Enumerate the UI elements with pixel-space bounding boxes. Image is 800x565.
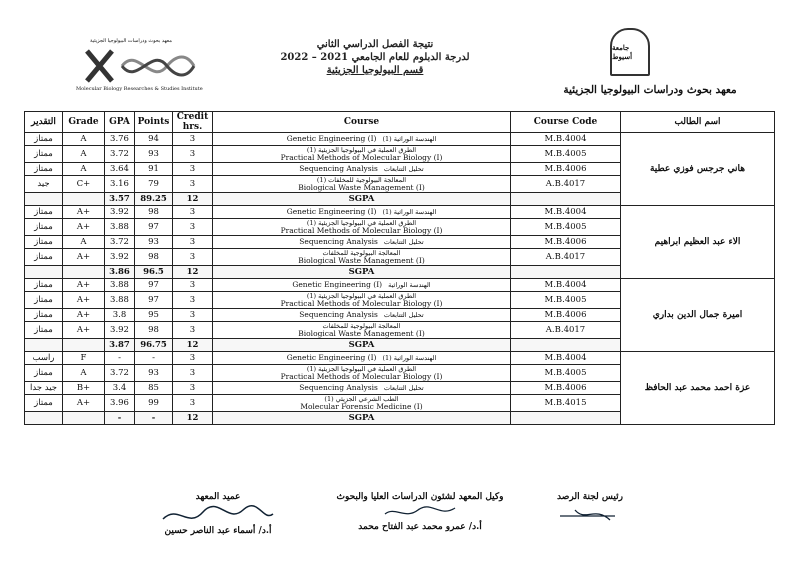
cell-points: 99 xyxy=(135,395,173,412)
cell-points: 93 xyxy=(135,236,173,249)
cell-grade: A+ xyxy=(63,322,105,339)
signature-title: رئيس لجنة الرصد xyxy=(557,492,623,502)
cell-grade-ar: ممتاز xyxy=(25,133,63,146)
sgpa-gpa: 3.87 xyxy=(105,339,135,352)
cell-code: M.B.4005 xyxy=(511,292,621,309)
course-english: Genetic Engineering (I) xyxy=(292,280,383,289)
cell-grade: A+ xyxy=(63,219,105,236)
logo-english-caption: Molecular Biology Researches & Studies Institute xyxy=(76,86,203,92)
signature-committee xyxy=(540,492,640,524)
cell-points: 98 xyxy=(135,206,173,219)
cell-credit: 3 xyxy=(173,365,213,382)
sgpa-label: SGPA xyxy=(213,412,511,425)
cell-course xyxy=(213,249,511,266)
course-arabic: الطرق العملية في البيولوجيا الجزيئية (1) xyxy=(306,292,417,300)
logo-arabic-caption: معهد بحوث ودراسات البيولوجيا الجزيئية xyxy=(90,38,172,44)
cell-grade: A+ xyxy=(63,249,105,266)
cell-gpa: 3.16 xyxy=(105,176,135,193)
cell-points: 79 xyxy=(135,176,173,193)
cell-course xyxy=(213,352,511,365)
cell-student-name: هاني جرجس فوزي عطية xyxy=(621,133,775,206)
cell-course xyxy=(213,176,511,193)
cell-code: A.B.4017 xyxy=(511,322,621,339)
cell-credit: 3 xyxy=(173,146,213,163)
title-line-2: لدرجة الدبلوم للعام الجامعي 2021 – 2022 xyxy=(280,52,470,63)
cell-grade: A+ xyxy=(63,309,105,322)
cell-grade: A+ xyxy=(63,395,105,412)
col-student: اسم الطالب xyxy=(621,112,775,133)
cell-course xyxy=(213,365,511,382)
cell-credit: 3 xyxy=(173,206,213,219)
sgpa-gpa: 3.57 xyxy=(105,193,135,206)
sgpa-gpa: - xyxy=(105,412,135,425)
course-english: Practical Methods of Molecular Biology (I) xyxy=(280,299,443,308)
cell-course xyxy=(213,292,511,309)
sgpa-credit: 12 xyxy=(173,193,213,206)
col-course: Course xyxy=(213,112,511,133)
cell-code: M.B.4005 xyxy=(511,146,621,163)
col-points: Points xyxy=(135,112,173,133)
cell-course xyxy=(213,322,511,339)
course-english: Sequencing Analysis xyxy=(299,164,378,173)
col-gpa: GPA xyxy=(105,112,135,133)
cell-credit: 3 xyxy=(173,219,213,236)
course-english: Biological Waste Management (I) xyxy=(298,256,425,265)
sgpa-empty xyxy=(63,339,105,352)
cell-grade: A+ xyxy=(63,206,105,219)
cell-grade: A xyxy=(63,133,105,146)
cell-code: M.B.4004 xyxy=(511,279,621,292)
course-arabic: الهندسة الوراثية xyxy=(388,281,431,289)
handwritten-signature-icon xyxy=(158,504,278,526)
course-english: Genetic Engineering (I) xyxy=(286,134,377,143)
sgpa-empty xyxy=(63,193,105,206)
cell-code: A.B.4017 xyxy=(511,249,621,266)
cell-code: A.B.4017 xyxy=(511,176,621,193)
table-row xyxy=(25,352,775,365)
cell-credit: 3 xyxy=(173,163,213,176)
cell-grade-ar: جيد xyxy=(25,176,63,193)
cell-code: M.B.4004 xyxy=(511,206,621,219)
cell-credit: 3 xyxy=(173,395,213,412)
document-header xyxy=(0,0,800,110)
cell-code: M.B.4006 xyxy=(511,382,621,395)
results-table xyxy=(24,111,775,425)
course-english: Genetic Engineering (I) xyxy=(286,207,377,216)
cell-grade: C+ xyxy=(63,176,105,193)
table-row xyxy=(25,279,775,292)
cell-points: 97 xyxy=(135,279,173,292)
sgpa-empty xyxy=(511,412,621,425)
sgpa-empty xyxy=(511,339,621,352)
title-line-1: نتيجة الفصل الدراسي الثاني xyxy=(316,39,434,50)
cell-points: 95 xyxy=(135,309,173,322)
sgpa-empty xyxy=(63,266,105,279)
cell-credit: 3 xyxy=(173,249,213,266)
course-arabic: الهندسة الوراثية (1) xyxy=(382,354,437,362)
cell-grade: A xyxy=(63,163,105,176)
course-arabic: الهندسة الوراثية (1) xyxy=(382,208,437,216)
course-english: Genetic Engineering (I) xyxy=(286,353,377,362)
cell-grade-ar: ممتاز xyxy=(25,395,63,412)
title-line-3: قسم البيولوجيا الجزيئية xyxy=(326,65,424,76)
cell-grade: F xyxy=(63,352,105,365)
cell-grade: A xyxy=(63,236,105,249)
cell-grade-ar: ممتاز xyxy=(25,163,63,176)
course-arabic: الطرق العملية في البيولوجيا الجزيئية (1) xyxy=(306,219,417,227)
cell-course xyxy=(213,219,511,236)
sgpa-empty xyxy=(63,412,105,425)
cell-grade-ar: ممتاز xyxy=(25,309,63,322)
col-grade-ar: التقدير xyxy=(25,112,63,133)
sgpa-points: 96.75 xyxy=(135,339,173,352)
sgpa-label: SGPA xyxy=(213,339,511,352)
cell-code: M.B.4004 xyxy=(511,352,621,365)
cell-credit: 3 xyxy=(173,176,213,193)
course-arabic: تحليل التتابعات xyxy=(383,311,424,319)
course-english: Biological Waste Management (I) xyxy=(298,329,425,338)
cell-gpa: 3.64 xyxy=(105,163,135,176)
signature-name: أ.د/ عمرو محمد عبد الفتاح محمد xyxy=(358,522,482,532)
cell-grade: A xyxy=(63,365,105,382)
sgpa-empty xyxy=(511,266,621,279)
course-english: Practical Methods of Molecular Biology (I) xyxy=(280,153,443,162)
cell-points: 94 xyxy=(135,133,173,146)
cell-grade-ar: ممتاز xyxy=(25,206,63,219)
cell-code: M.B.4005 xyxy=(511,365,621,382)
cell-gpa: 3.88 xyxy=(105,279,135,292)
document-titles xyxy=(270,38,480,77)
cell-grade-ar: ممتاز xyxy=(25,249,63,266)
cell-grade-ar: ممتاز xyxy=(25,365,63,382)
cell-gpa: 3.88 xyxy=(105,292,135,309)
course-english: Sequencing Analysis xyxy=(299,310,378,319)
cell-course xyxy=(213,279,511,292)
cell-code: M.B.4005 xyxy=(511,219,621,236)
signature-vice-dean xyxy=(300,492,540,532)
cell-grade-ar: ممتاز xyxy=(25,292,63,309)
dna-logo-icon xyxy=(82,46,198,86)
sgpa-label: SGPA xyxy=(213,193,511,206)
cell-gpa: 3.8 xyxy=(105,309,135,322)
cell-credit: 3 xyxy=(173,279,213,292)
signature-title: عميد المعهد xyxy=(195,492,241,502)
course-arabic: الطب الشرعي الجزيئي (1) xyxy=(324,395,399,403)
cell-course xyxy=(213,163,511,176)
cell-student-name: عزة احمد محمد عبد الحافظ xyxy=(621,352,775,425)
cell-gpa: 3.92 xyxy=(105,206,135,219)
cell-course xyxy=(213,133,511,146)
course-arabic: المعالجة البيولوجية للمخلفات xyxy=(322,249,401,257)
sgpa-credit: 12 xyxy=(173,339,213,352)
cell-credit: 3 xyxy=(173,352,213,365)
cell-course xyxy=(213,382,511,395)
table-row xyxy=(25,133,775,146)
signature-name: أ.د/ أسماء عبد الناصر حسين xyxy=(164,526,272,536)
cell-code: M.B.4006 xyxy=(511,236,621,249)
cell-points: 97 xyxy=(135,219,173,236)
signature-dean xyxy=(148,492,288,536)
cell-credit: 3 xyxy=(173,382,213,395)
cell-code: M.B.4006 xyxy=(511,163,621,176)
cell-course xyxy=(213,236,511,249)
cell-course xyxy=(213,146,511,163)
sgpa-empty xyxy=(511,193,621,206)
institute-logo xyxy=(70,38,210,98)
table-body xyxy=(25,133,775,425)
course-english: Molecular Forensic Medicine (I) xyxy=(300,402,423,411)
cell-grade-ar: جيد جدا xyxy=(25,382,63,395)
cell-points: - xyxy=(135,352,173,365)
sgpa-empty xyxy=(25,339,63,352)
cell-code: M.B.4006 xyxy=(511,309,621,322)
institute-name: معهد بحوث ودراسات البيولوجيا الجزيئية xyxy=(563,84,737,96)
university-seal-icon: جامعة أسيوط xyxy=(610,28,650,76)
sgpa-points: 89.25 xyxy=(135,193,173,206)
cell-points: 91 xyxy=(135,163,173,176)
cell-gpa: 3.72 xyxy=(105,236,135,249)
cell-gpa: 3.92 xyxy=(105,322,135,339)
sgpa-points: 96.5 xyxy=(135,266,173,279)
col-code: Course Code xyxy=(511,112,621,133)
col-grade: Grade xyxy=(63,112,105,133)
cell-credit: 3 xyxy=(173,133,213,146)
cell-grade-ar: ممتاز xyxy=(25,279,63,292)
cell-points: 97 xyxy=(135,292,173,309)
cell-grade-ar: ممتاز xyxy=(25,322,63,339)
cell-points: 93 xyxy=(135,365,173,382)
handwritten-signature-icon xyxy=(380,504,460,522)
cell-gpa: 3.88 xyxy=(105,219,135,236)
course-english: Practical Methods of Molecular Biology (I) xyxy=(280,226,443,235)
cell-grade: A xyxy=(63,146,105,163)
sgpa-credit: 12 xyxy=(173,412,213,425)
course-english: Sequencing Analysis xyxy=(299,383,378,392)
course-arabic: الطرق العملية في البيولوجيا الجزيئية (1) xyxy=(306,365,417,373)
cell-credit: 3 xyxy=(173,292,213,309)
cell-code: M.B.4004 xyxy=(511,133,621,146)
cell-grade-ar: ممتاز xyxy=(25,146,63,163)
cell-code: M.B.4015 xyxy=(511,395,621,412)
cell-points: 98 xyxy=(135,322,173,339)
cell-credit: 3 xyxy=(173,236,213,249)
course-arabic: الطرق العملية في البيولوجيا الجزيئية (1) xyxy=(306,146,417,154)
course-arabic: المعالجة البيولوجية للمخلفات xyxy=(322,322,401,330)
cell-course xyxy=(213,309,511,322)
sgpa-credit: 12 xyxy=(173,266,213,279)
course-arabic: تحليل التتابعات xyxy=(383,165,424,173)
course-english: Practical Methods of Molecular Biology (I) xyxy=(280,372,443,381)
handwritten-signature-icon xyxy=(555,504,625,524)
sgpa-empty xyxy=(25,412,63,425)
cell-gpa: 3.4 xyxy=(105,382,135,395)
course-english: Biological Waste Management (I) xyxy=(298,183,425,192)
sgpa-empty xyxy=(25,193,63,206)
table-row xyxy=(25,206,775,219)
cell-gpa: 3.96 xyxy=(105,395,135,412)
cell-grade-ar: ممتاز xyxy=(25,219,63,236)
course-arabic: تحليل التتابعات xyxy=(383,238,424,246)
col-credit: Credit hrs. xyxy=(173,112,213,133)
cell-student-name: اميرة جمال الدين بداري xyxy=(621,279,775,352)
cell-student-name: الاء عبد العظيم ابراهيم xyxy=(621,206,775,279)
cell-points: 93 xyxy=(135,146,173,163)
sgpa-gpa: 3.86 xyxy=(105,266,135,279)
cell-grade: A+ xyxy=(63,292,105,309)
cell-grade: B+ xyxy=(63,382,105,395)
sgpa-points: - xyxy=(135,412,173,425)
cell-credit: 3 xyxy=(173,322,213,339)
cell-gpa: 3.72 xyxy=(105,365,135,382)
cell-points: 85 xyxy=(135,382,173,395)
cell-gpa: 3.76 xyxy=(105,133,135,146)
cell-points: 98 xyxy=(135,249,173,266)
course-english: Sequencing Analysis xyxy=(299,237,378,246)
course-arabic: تحليل التتابعات xyxy=(383,384,424,392)
table-header-row xyxy=(25,112,775,133)
cell-credit: 3 xyxy=(173,309,213,322)
cell-grade-ar: راسب xyxy=(25,352,63,365)
cell-grade: A+ xyxy=(63,279,105,292)
cell-course xyxy=(213,395,511,412)
sgpa-label: SGPA xyxy=(213,266,511,279)
course-arabic: الهندسة الوراثية (1) xyxy=(382,135,437,143)
course-arabic: المعالجة البيولوجية للمخلفات (1) xyxy=(316,176,407,184)
cell-gpa: 3.72 xyxy=(105,146,135,163)
signature-title: وكيل المعهد لشئون الدراسات العليا والبحوث xyxy=(336,492,504,502)
cell-course xyxy=(213,206,511,219)
cell-grade-ar: ممتاز xyxy=(25,236,63,249)
sgpa-empty xyxy=(25,266,63,279)
cell-gpa: - xyxy=(105,352,135,365)
cell-gpa: 3.92 xyxy=(105,249,135,266)
